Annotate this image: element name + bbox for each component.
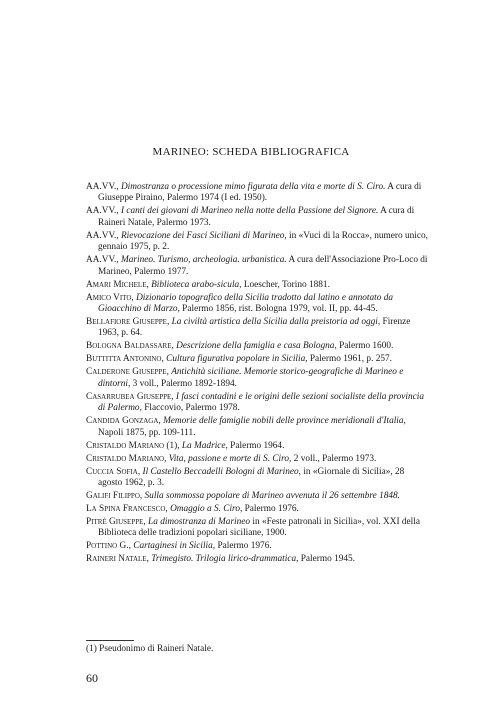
entry-author: Amico Vito (86, 292, 132, 303)
entry-separator: , (161, 354, 167, 365)
bibliography-entry (86, 317, 428, 340)
entry-separator: , (116, 230, 121, 241)
entry-author: La Spina Francesco (86, 504, 166, 515)
bibliography-entry (86, 504, 428, 515)
entry-separator: , (164, 453, 169, 464)
entry-publication-details: Napoli 1875, pp. 109-111. (98, 427, 196, 438)
page-number: 60 (86, 671, 98, 685)
entry-publication-details: Loescher, Torino 1881. (241, 279, 330, 290)
page-title: MARINEO: SCHEDA BIBLIOGRAFICA (152, 146, 350, 158)
bibliography-entry (86, 341, 428, 352)
entry-publication-details: in «Feste patronali in Sicilia», vol. XXI della Biblioteca delle tradizioni popolari siciliane, 1900. (98, 517, 420, 539)
entry-publication-details: Firenze 1963, p. 64. (98, 317, 411, 339)
entry-work-title: Descrizione della famiglia e casa Bologna, (176, 341, 337, 352)
entry-work-title: Dimostranza o processione mimo figurata della vita e morte di S. Ciro. (120, 182, 386, 192)
entry-work-title: Trimegisto. Trilogia lirico-drammatica, (151, 554, 299, 565)
entry-author: AA.VV. (86, 206, 117, 217)
entry-publication-details: in «Vuci di la Rocca», numero unico, gennaio 1975, p. 2. (98, 230, 428, 253)
bibliography-list (86, 182, 428, 567)
entry-separator: (1), (164, 440, 182, 451)
entry-publication-details: Palermo 1964. (227, 440, 285, 451)
entry-author: Cuccia Sofia (86, 466, 138, 477)
entry-author: Cristaldo Mariano (86, 453, 165, 464)
bibliography-entry (86, 541, 428, 552)
entry-author: Amari Michele (86, 279, 147, 290)
entry-work-title: Marineo. Turismo, archeologia. urbanistica. (120, 255, 287, 266)
entry-publication-details: Palermo 1600. (336, 341, 394, 352)
entry-work-title: Biblioteca arabo-sicula, (151, 279, 242, 290)
bibliography-entry (86, 182, 428, 205)
entry-author: Bellafiore Giuseppe (86, 317, 167, 328)
entry-separator: , (165, 504, 171, 515)
bibliography-entry (86, 255, 428, 278)
entry-author: Candida Gonzaga (86, 416, 159, 427)
entry-author: Bologna Baldassare (86, 341, 172, 352)
entry-work-title: Vita, passione e morte di S. Ciro, (168, 453, 292, 464)
bibliography-entry (86, 454, 428, 465)
entry-separator: , (143, 517, 149, 528)
entry-separator: , (116, 255, 121, 266)
entry-work-title: Cartaginesi in Sicilia, (133, 541, 216, 552)
entry-work-title: Sulla sommossa popolare di Marineo avvenuta il 26 settembre 1848. (144, 491, 400, 502)
entry-separator: , (158, 416, 164, 427)
entry-work-title: La dimostranza di Marineo (148, 517, 251, 528)
entry-author: Calderone Giuseppe (86, 367, 167, 378)
entry-publication-details: in «Giornale di Sicilia», 28 agosto 1962, p. 3. (98, 466, 405, 489)
entry-work-title: Il Castello Beccadelli Bologni di Marineo, (142, 466, 302, 477)
bibliography-entry (86, 416, 428, 439)
bibliography-entry (86, 517, 428, 540)
bibliography-entry (86, 367, 428, 390)
entry-separator: , (131, 292, 137, 303)
entry-publication-details: A cura di Giuseppe Piraino, Palermo 1974 (I ed. 1950). (98, 182, 422, 204)
bibliography-entry (86, 491, 428, 502)
entry-author: AA.VV. (86, 182, 117, 192)
entry-publication-details: Palermo 1976. (242, 504, 299, 515)
entry-work-title: Omaggio a S. Ciro, (170, 504, 243, 515)
entry-author: Raineri Natale (86, 554, 147, 565)
entry-publication-details: Flaccovio, Palermo 1978. (141, 403, 240, 414)
entry-author: Galifi Filippo (86, 491, 140, 502)
entry-publication-details: Palermo 1945. (298, 554, 355, 565)
entry-separator: , (171, 391, 176, 402)
bibliography-entry (86, 231, 428, 254)
entry-author: Casarrubea Giuseppe (86, 391, 172, 402)
entry-author: AA.VV. (86, 230, 117, 241)
entry-work-title: La civiltà artistica della Sicilia dalla preistoria ad oggi, (171, 317, 381, 328)
entry-author: Pitrè Giuseppe (86, 517, 144, 528)
entry-publication-details: Palermo 1856, rist. Bologna 1979, vol. II, pp. 44-45. (179, 304, 378, 315)
entry-publication-details: Palermo 1961, p. 257. (307, 354, 393, 365)
entry-author: Cristaldo Mariano (86, 440, 165, 451)
entry-separator: , (146, 279, 152, 290)
entry-work-title: Rievocazione dei Fasci Siciliani di Marineo, (120, 230, 287, 241)
entry-work-title: Cultura figurativa popolare in Sicilia, (166, 354, 308, 365)
entry-work-title: Memorie delle famiglie nobili delle province meridionali d'Italia, (163, 416, 406, 427)
entry-publication-details: A cura di Raineri Natale, Palermo 1973. (98, 206, 415, 228)
entry-separator: , (166, 317, 172, 328)
entry-work-title: I canti dei giovani di Marineo nella notte della Passione del Signore. (120, 206, 379, 217)
entry-work-title: La Madrice, (181, 440, 228, 451)
entry-publication-details: 2 voll., Palermo 1973. (291, 453, 377, 464)
entry-author: AA.VV. (86, 255, 117, 266)
entry-work-title: Dizionario topografico della Sicilia tradotto dal latino e annotato da Gioacchino di Marzo, (98, 292, 394, 315)
entry-separator: , (139, 491, 145, 502)
entry-separator: , (137, 466, 143, 477)
footnote-rule (86, 640, 134, 641)
entry-separator: , (146, 554, 152, 565)
entry-separator: , (171, 341, 177, 352)
entry-author: Buttitta Antonino (86, 354, 162, 365)
entry-separator: , (128, 541, 134, 552)
entry-separator: , (166, 367, 172, 378)
entry-author: Pottino G. (86, 541, 129, 552)
bibliography-entry (86, 280, 428, 291)
entry-work-title: I fasci contadini e le origini delle sezioni socialiste della provincia di Palermo, (98, 391, 424, 414)
bibliography-entry (86, 392, 428, 415)
bibliography-entry (86, 467, 428, 490)
entry-publication-details: A cura dell'Associazione Pro-Loco di Marineo, Palermo 1977. (98, 255, 428, 277)
entry-publication-details: 3 voll., Palermo 1892-1894. (130, 378, 237, 389)
bibliography-entry (86, 206, 428, 229)
bibliography-entry (86, 441, 428, 452)
entry-separator: , (116, 206, 121, 217)
entry-publication-details: Palermo 1976. (215, 541, 272, 552)
entry-separator: , (116, 182, 121, 192)
bibliography-entry (86, 354, 428, 365)
footnote: (1) Pseudonimo di Raineri Natale. (86, 644, 214, 654)
entry-work-title: Antichità siciliane. Memorie storico-geografiche di Marineo e dintorni, (98, 367, 404, 389)
bibliography-entry (86, 293, 428, 316)
bibliography-entry (86, 554, 428, 565)
